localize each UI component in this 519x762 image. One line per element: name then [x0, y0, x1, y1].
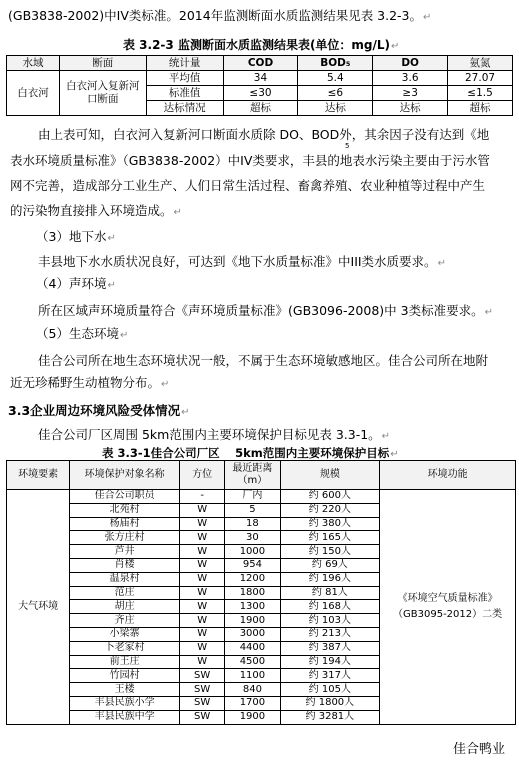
table-cell: 1700 [225, 696, 280, 710]
table-cell: SW [180, 696, 225, 710]
table1-header-row [7, 56, 513, 71]
table-cell: W [180, 586, 225, 600]
header-cell: 环境要素 [7, 461, 70, 490]
table-cell: 1900 [225, 614, 280, 628]
noise-heading-text: （4）声环境 [36, 276, 107, 291]
groundwater-heading [36, 229, 116, 247]
table-cell: 约 81人 [280, 586, 380, 600]
groundwater-heading-text: （3）地下水 [36, 229, 107, 244]
table2-body [7, 490, 516, 725]
table1-caption-text: 表 3.2-3 监测断面水质监测结果表(单位：mg/L) [123, 38, 391, 52]
table-cell: SW [180, 710, 225, 724]
return-mark-icon: ↵ [173, 207, 182, 218]
table-cell: 前王庄 [70, 655, 180, 669]
table-cell: 约 213人 [280, 627, 380, 641]
table-cell: - [180, 490, 225, 504]
table-cell: 1200 [225, 572, 280, 586]
element-cell: 大气环境 [7, 490, 70, 725]
para1-line4 [10, 203, 182, 221]
header-cell: 规模 [280, 461, 380, 490]
table-cell: 约 103人 [280, 614, 380, 628]
table-cell: 840 [225, 683, 280, 697]
table-cell: 肖楼 [70, 558, 180, 572]
table-row [7, 71, 513, 86]
return-mark-icon: ↵ [161, 379, 170, 390]
section-3-3-heading [8, 403, 190, 421]
table-cell: 约 69人 [280, 558, 380, 572]
table2-header-row [7, 461, 516, 490]
table-cell: 18 [225, 517, 280, 531]
table-cell: 27.07 [448, 71, 513, 86]
table-cell: 约 105人 [280, 683, 380, 697]
table-cell: 范庄 [70, 586, 180, 600]
table-cell: 34 [223, 71, 298, 86]
table-cell: 芦井 [70, 545, 180, 559]
table-cell: 丰县民族中学 [70, 710, 180, 724]
table-cell: W [180, 641, 225, 655]
return-mark-icon: ↵ [181, 407, 190, 418]
table-cell: 北苑村 [70, 503, 180, 517]
table-cell: 达标 [298, 101, 373, 116]
groundwater-text [38, 254, 446, 272]
table-cell: ≤6 [298, 86, 373, 101]
table-cell: 温泉村 [70, 572, 180, 586]
table-cell: 齐庄 [70, 614, 180, 628]
return-mark-icon: ↵ [381, 431, 391, 442]
header-cell: 水域 [7, 56, 60, 71]
table-cell: ≤30 [223, 86, 298, 101]
table-cell: 标准值 [146, 86, 223, 101]
table-cell: 达标 [373, 101, 448, 116]
return-mark-icon: ↵ [437, 258, 446, 269]
table-cell: 约 387人 [280, 641, 380, 655]
header-cell: 环境保护对象名称 [70, 461, 180, 490]
header-cell: 氨氮 [448, 56, 513, 71]
noise-text-body: 所在区域声环境质量符合《声环境质量标准》(GB3096-2008)中 3类标准要求。 [38, 303, 484, 318]
table-cell: SW [180, 669, 225, 683]
section-3-3-heading-text: 3.3企业周边环境风险受体情况 [8, 403, 181, 418]
table-cell: W [180, 572, 225, 586]
table-cell: 丰县民族小学 [70, 696, 180, 710]
section-3-3-text-body: 佳合公司厂区周围 5km范围内主要环境保护目标见表 3.3-1。 [38, 427, 381, 442]
para1-line2: 表水环境质量标准》（GB3838-2002）中IV类要求，丰县的地表水污染主要由于污水管 [10, 153, 490, 168]
para1-subscript: 5 [345, 142, 350, 150]
table-cell: 约 150人 [280, 545, 380, 559]
header-cell: 统计量 [146, 56, 223, 71]
table-cell: 小梁寨 [70, 627, 180, 641]
return-mark-icon: ↵ [423, 12, 432, 23]
table-cell: 5.4 [298, 71, 373, 86]
table2-caption [102, 445, 399, 461]
noise-text [38, 303, 493, 321]
table-cell: 厂内 [225, 490, 280, 504]
table-cell: 约 168人 [280, 600, 380, 614]
table-cell: 胡庄 [70, 600, 180, 614]
groundwater-text-body: 丰县地下水水质状况良好，可达到《地下水质量标准》中III类水质要求。 [38, 254, 437, 269]
table1-caption [123, 36, 399, 53]
table-cell: 超标 [448, 101, 513, 116]
header-cell: DO [373, 56, 448, 71]
table-cell: 约 3281人 [280, 710, 380, 724]
table-cell: 竹园村 [70, 669, 180, 683]
header-cell: 环境功能 [380, 461, 516, 490]
protection-targets-table [6, 460, 516, 725]
table-cell: 30 [225, 531, 280, 545]
eco-heading [36, 326, 128, 344]
table-cell: W [180, 655, 225, 669]
table-cell: 5 [225, 503, 280, 517]
table-cell: 卜老家村 [70, 641, 180, 655]
header-cell: 最近距离（m） [225, 461, 280, 490]
return-mark-icon: ↵ [484, 307, 493, 318]
table-cell: 张方庄村 [70, 531, 180, 545]
table-cell: 约 317人 [280, 669, 380, 683]
table-cell: ≤1.5 [448, 86, 513, 101]
table-cell: W [180, 614, 225, 628]
header-cell: BOD₅ [298, 56, 373, 71]
table2-caption-text: 表 3.3-1佳合公司厂区 5km范围内主要环境保护目标 [102, 446, 390, 460]
table-cell: 4400 [225, 641, 280, 655]
table-cell: W [180, 558, 225, 572]
table-cell: 王楼 [70, 683, 180, 697]
para1-line4-text: 的污染物直接排入环境造成。 [10, 203, 173, 218]
table-cell: 约 1800人 [280, 696, 380, 710]
table-cell: 佳合公司职员 [70, 490, 180, 504]
return-mark-icon: ↵ [119, 330, 129, 341]
table-row [7, 490, 516, 504]
table-cell: 1300 [225, 600, 280, 614]
table-cell: 1900 [225, 710, 280, 724]
table-cell: W [180, 503, 225, 517]
table-cell: W [180, 517, 225, 531]
table-cell: 3.6 [373, 71, 448, 86]
table-cell: 1100 [225, 669, 280, 683]
eco-line1: 佳合公司所在地生态环境状况一般，不属于生态环境敏感地区。佳合公司所在地附 [38, 353, 489, 368]
table-cell: W [180, 531, 225, 545]
table-cell: 约 194人 [280, 655, 380, 669]
corner-tag: 佳合鸭业 [453, 742, 506, 757]
table-cell: W [180, 600, 225, 614]
table-cell: 1800 [225, 586, 280, 600]
table-cell: 超标 [223, 101, 298, 116]
eco-line2 [10, 375, 169, 393]
table-cell: 杨庙村 [70, 517, 180, 531]
table-cell: 4500 [225, 655, 280, 669]
table-cell: SW [180, 683, 225, 697]
section-3-3-text [38, 427, 390, 445]
noise-heading [36, 276, 116, 294]
table-cell: 约 165人 [280, 531, 380, 545]
return-mark-icon: ↵ [107, 233, 116, 244]
water-body-cell: 白衣河 [7, 71, 60, 116]
table-cell: W [180, 545, 225, 559]
header-cell: 方位 [180, 461, 225, 490]
para1-line3: 网不完善，造成部分工业生产、人们日常生活过程、畜禽养殖、农业种植等过程中产生 [10, 178, 486, 193]
table-cell: W [180, 627, 225, 641]
para1-line1: 由上表可知，白衣河入复新河口断面水质除 DO、BOD外，其余因子没有达到《地 [38, 127, 490, 142]
function-cell: 《环境空气质量标准》（GB3095-2012）二类 [380, 490, 516, 725]
table-cell: 达标情况 [146, 101, 223, 116]
header-cell: COD [223, 56, 298, 71]
return-mark-icon: ↵ [107, 280, 116, 291]
intro-line [8, 8, 431, 26]
table-cell: 平均值 [146, 71, 223, 86]
table-cell: 约 196人 [280, 572, 380, 586]
table-cell: 1000 [225, 545, 280, 559]
eco-line2-text: 近无珍稀野生动植物分布。 [10, 375, 161, 390]
return-mark-icon: ↵ [391, 41, 400, 52]
intro-text: (GB3838-2002)中IV类标准。2014年监测断面水质监测结果见表 3.2-3。 [8, 8, 423, 23]
table-cell: 954 [225, 558, 280, 572]
table-cell: 约 220人 [280, 503, 380, 517]
table-cell: 约 600人 [280, 490, 380, 504]
section-cell: 白衣河入复新河口断面 [59, 71, 146, 116]
table-cell: 3000 [225, 627, 280, 641]
water-quality-table [6, 55, 513, 116]
return-mark-icon: ↵ [390, 449, 399, 460]
eco-heading-text: （5）生态环境 [36, 326, 119, 341]
header-cell: 断面 [59, 56, 146, 71]
table-cell: 约 380人 [280, 517, 380, 531]
table-cell: ≥3 [373, 86, 448, 101]
